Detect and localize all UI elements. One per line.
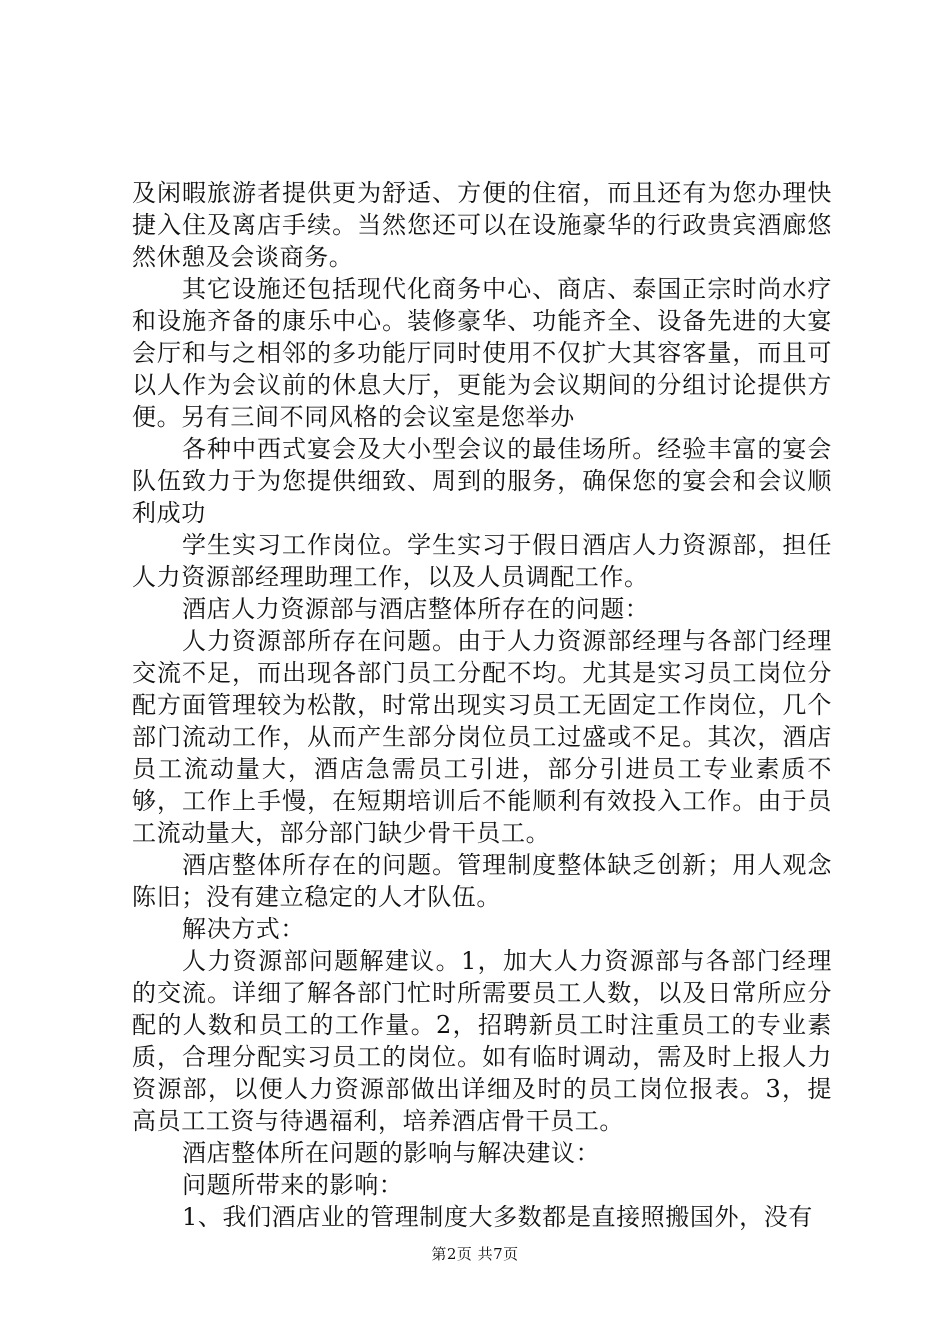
- paragraph: 其它设施还包括现代化商务中心、商店、泰国正宗时尚水疗和设施齐备的康乐中心。装修豪华、功能齐全、设备先进的大宴会厅和与之相邻的多功能厅同时使用不仅扩大其容客量，而且可以人作为会议前的休息大厅，更能为会议期间的分组讨论提供方便。另有三间不同风格的会议室是您举办: [132, 275, 832, 431]
- paragraph: 学生实习工作岗位。学生实习于假日酒店人力资源部，担任人力资源部经理助理工作，以及人员调配工作。: [132, 531, 832, 591]
- paragraph: 酒店整体所存在的问题。管理制度整体缺乏创新；用人观念陈旧；没有建立稳定的人才队伍。: [132, 851, 832, 911]
- paragraph: 解决方式：: [182, 915, 305, 943]
- paragraph: 及闲暇旅游者提供更为舒适、方便的住宿，而且还有为您办理快捷入住及离店手续。当然您还可以在设施豪华的行政贵宾酒廊悠然休憩及会谈商务。: [132, 179, 832, 271]
- paragraph: 问题所带来的影响：: [182, 1171, 404, 1199]
- paragraph: 人力资源部所存在问题。由于人力资源部经理与各部门经理交流不足，而出现各部门员工分配不均。尤其是实习员工岗位分配方面管理较为松散，时常出现实习员工无固定工作岗位，几个部门流动工作，从而产生部分岗位员工过盛或不足。其次，酒店员工流动量大，酒店急需员工引进，部分引进员工专业素质不够，工作上手慢，在短期培训后不能顺利有效投入工作。由于员工流动量大，部分部门缺少骨干员工。: [132, 627, 832, 847]
- paragraph: 各种中西式宴会及大小型会议的最佳场所。经验丰富的宴会队伍致力于为您提供细致、周到的服务，确保您的宴会和会议顺利成功: [132, 435, 832, 527]
- document-body: [132, 177, 832, 1233]
- paragraph: 酒店人力资源部与酒店整体所存在的问题：: [182, 595, 650, 623]
- paragraph: 酒店整体所在问题的影响与解决建议：: [182, 1139, 601, 1167]
- paragraph: 1、我们酒店业的管理制度大多数都是直接照搬国外，没有: [182, 1203, 813, 1231]
- paragraph: 人力资源部问题解建议。1，加大人力资源部与各部门经理的交流。详细了解各部门忙时所需要员工人数，以及日常所应分配的人数和员工的工作量。2，招聘新员工时注重员工的专业素质，合理分配实习员工的岗位。如有临时调动，需及时上报人力资源部，以便人力资源部做出详细及时的员工岗位报表。3，提高员工工资与待遇福利，培养酒店骨干员工。: [132, 947, 832, 1135]
- page-number-footer: 第2页 共7页: [431, 1245, 519, 1263]
